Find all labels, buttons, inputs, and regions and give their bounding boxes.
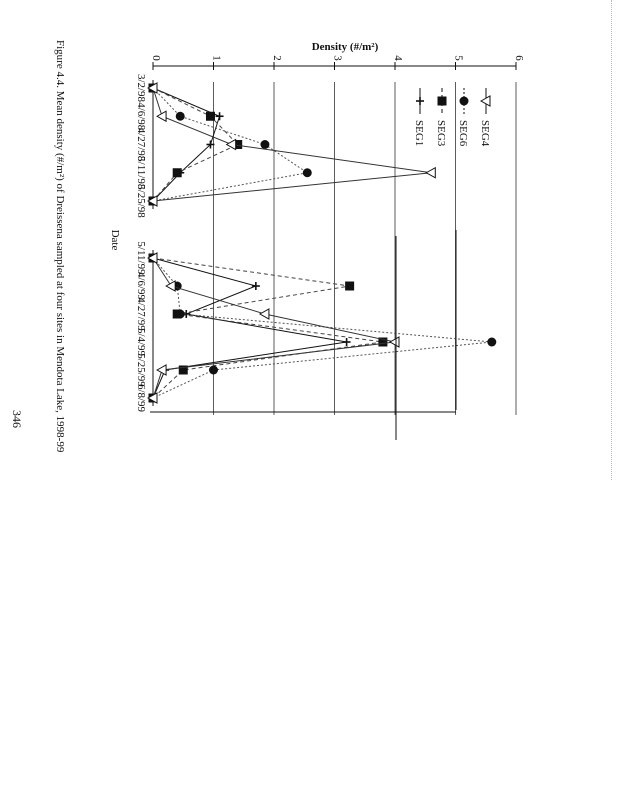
date-tick-label: 5/11/99 [135,241,147,275]
data-point-seg3 [173,168,182,177]
date-tick-label: 5/25/99 [135,353,147,387]
data-point-seg6 [303,168,312,177]
value-tick-label: 4 [392,55,404,61]
value-tick-label: 5 [452,55,465,61]
data-point-seg4 [157,365,166,375]
scan-edge-artifact [611,0,614,480]
data-point-seg4 [426,168,435,178]
date-tick-label: 4/6/99 [135,271,147,301]
date-tick-label: 5/11/98 [135,156,147,190]
date-tick-label: 5/4/99 [135,327,147,357]
data-point-seg4 [260,309,269,319]
data-point-seg6 [176,310,185,319]
value-tick-label: 2 [271,55,283,61]
series-line-seg1 [153,258,347,398]
date-tick-label: 4/6/98 [135,102,147,131]
legend-label-seg6: SEG6 [457,120,469,147]
data-point-seg6 [209,366,218,375]
series-line-seg6 [153,258,492,398]
date-tick-label: 5/25/98 [135,184,147,218]
date-tick-label: 4/27/99 [135,297,147,331]
legend-label-seg3: SEG3 [435,120,447,147]
series-line-seg3 [153,88,238,201]
figure-caption: Figure 4.4. Mean density (#/m²) of Dreissena sampled at four sites in Mendota Lake, 1998-99 [54,40,66,453]
data-point-seg6 [176,112,185,121]
series-line-seg4 [153,88,431,201]
data-point-seg6 [487,338,496,347]
data-point-seg3 [206,112,215,121]
data-point-seg3 [345,282,354,291]
value-tick-label: 6 [513,55,525,61]
legend-label-seg1: SEG1 [413,120,425,147]
legend-marker-seg3 [438,97,447,106]
value-tick-label: 0 [150,55,162,61]
data-point-seg4 [157,111,166,121]
date-tick-label: 4/27/98 [135,127,147,162]
legend-label-seg4: SEG4 [479,120,491,147]
data-point-seg4 [390,337,399,347]
legend-marker-seg6 [460,97,469,106]
date-tick-label: 3/2/98 [135,73,147,103]
value-axis-title: Density (#/m²) [311,41,379,53]
date-axis-title: Date [109,229,121,251]
date-tick-label: 6/8/99 [135,383,147,413]
data-point-seg6 [260,140,269,149]
data-point-seg4 [227,140,236,150]
data-point-seg4 [166,281,175,291]
page-number: 346 [10,410,24,428]
value-tick-label: 1 [210,55,223,61]
value-tick-label: 3 [331,55,344,61]
